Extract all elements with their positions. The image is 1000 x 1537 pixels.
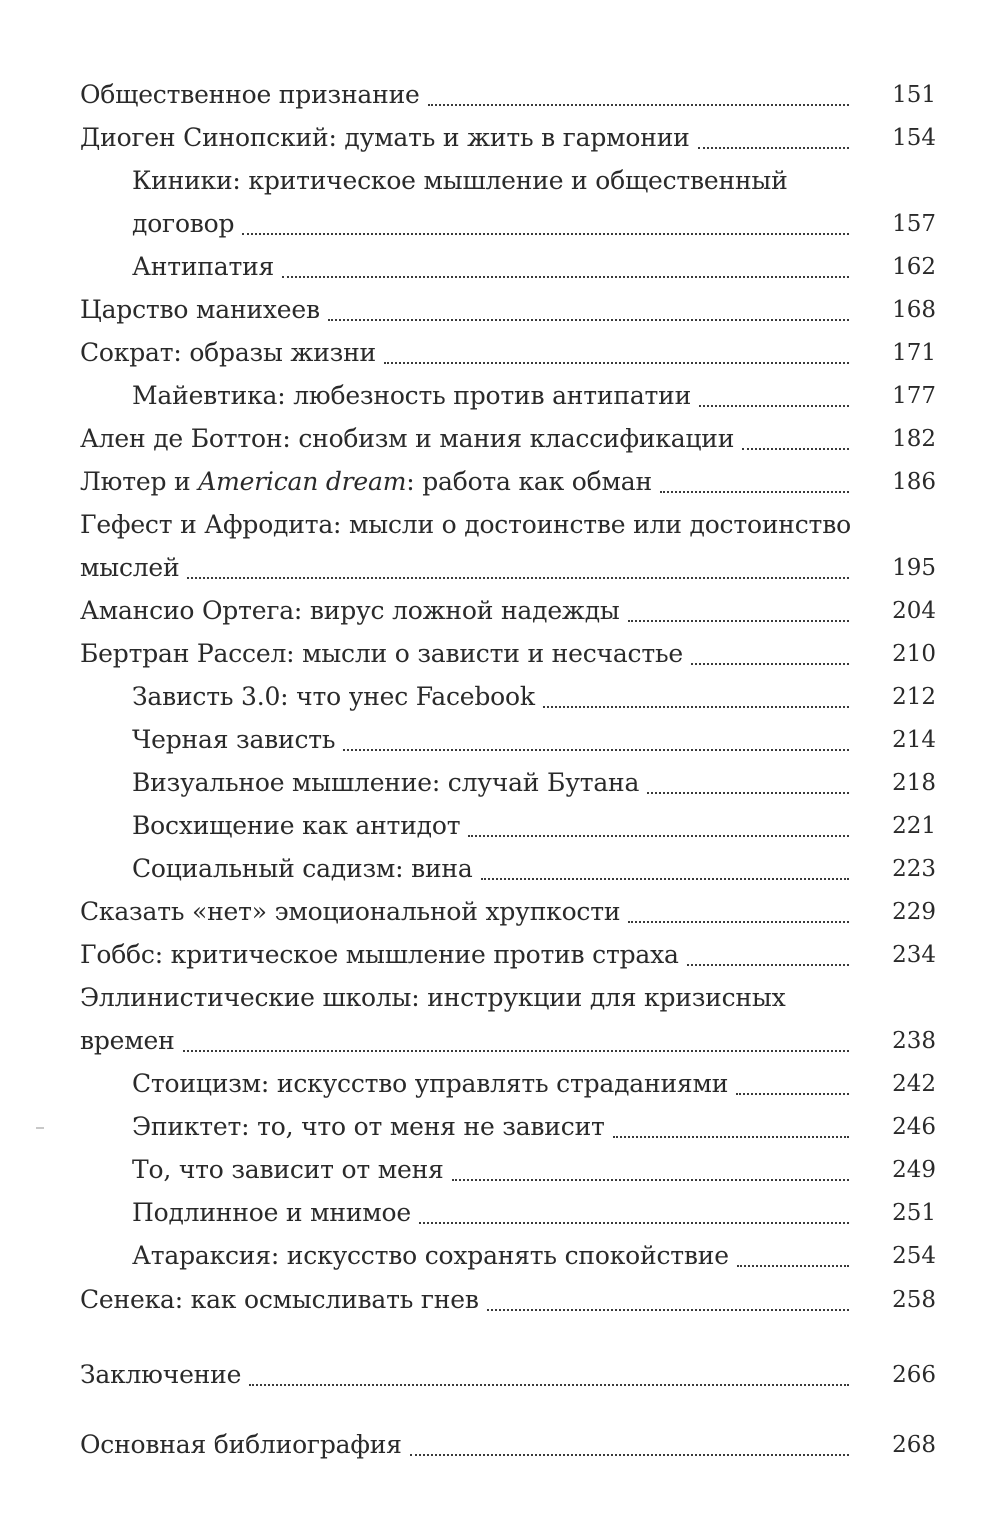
dot-leader: [468, 834, 849, 837]
toc-entry-title: Амансио Ортега: вирус ложной надежды: [80, 596, 620, 625]
toc-entry: [0, 1355, 1000, 1395]
toc-entry: [0, 849, 1000, 889]
toc-entry: [0, 290, 1000, 330]
toc-entry-page: 254: [892, 1243, 936, 1269]
toc-entry: [0, 75, 1000, 115]
dot-leader: [487, 1308, 849, 1311]
toc-entry: [0, 892, 1000, 932]
toc-entry: [0, 204, 1000, 244]
toc-entry-title: Подлинное и мнимое: [132, 1198, 411, 1227]
toc-entry-page: 249: [892, 1157, 936, 1183]
dot-leader: [343, 748, 849, 751]
toc-entry-title: Майевтика: любезность против антипатии: [132, 381, 692, 410]
toc-entry-page: 234: [892, 942, 936, 968]
toc-entry-title: Эпиктет: то, что от меня не зависит: [132, 1112, 605, 1141]
dot-leader: [660, 490, 849, 493]
toc-entry: [0, 1236, 1000, 1276]
dot-leader: [687, 963, 849, 966]
dot-leader: [452, 1178, 849, 1181]
toc-entry-page: 258: [892, 1287, 936, 1313]
toc-entry-title: Восхищение как антидот: [132, 811, 461, 840]
toc-entry-page: 212: [892, 684, 936, 710]
dot-leader: [384, 361, 849, 364]
toc-entry-continued-line: [0, 505, 1000, 545]
toc-entry-title: Сократ: образы жизни: [80, 338, 377, 367]
toc-entry-title: времен: [80, 1026, 175, 1055]
toc-entry-page: 182: [892, 426, 936, 452]
dot-leader: [543, 705, 849, 708]
toc-entry: [0, 548, 1000, 588]
toc-entry-page: 195: [892, 555, 936, 581]
toc-entry-title: То, что зависит от меня: [132, 1155, 444, 1184]
dot-leader: [647, 791, 849, 794]
toc-entry-page: 210: [892, 641, 936, 667]
toc-entry: [0, 935, 1000, 975]
toc-entry-continued-line: [0, 978, 1000, 1018]
toc-entry: [0, 677, 1000, 717]
dot-leader: [736, 1092, 849, 1095]
toc-entry-title: Заключение: [80, 1360, 242, 1389]
toc-entry-continued-line: [0, 161, 1000, 201]
toc-entry-title: договор: [132, 209, 235, 238]
toc-entry-title: Бертран Рассел: мысли о зависти и несчастье: [80, 639, 683, 668]
toc-entry-title: Гоббс: критическое мышление против страха: [80, 940, 679, 969]
toc-entry: [0, 376, 1000, 416]
toc-entry: [0, 118, 1000, 158]
toc-entry-title-line1: Киники: критическое мышление и общественный: [132, 166, 788, 195]
dot-leader: [628, 619, 849, 622]
margin-mark: [36, 1127, 44, 1129]
toc-entry-page: 229: [892, 899, 936, 925]
toc-entry-page: 251: [892, 1200, 936, 1226]
toc-entry-title: Стоицизм: искусство управлять страданиями: [132, 1069, 729, 1098]
toc-entry-page: 242: [892, 1071, 936, 1097]
toc-entry-page: 214: [892, 727, 936, 753]
toc-entry: [0, 720, 1000, 760]
toc-entry: [0, 1425, 1000, 1465]
dot-leader: [419, 1221, 849, 1224]
toc-entry-page: 221: [892, 813, 936, 839]
toc-entry: [0, 1021, 1000, 1061]
toc-entry-title-prefix: Лютер и: [80, 467, 199, 496]
toc-entry-page: 151: [892, 82, 936, 108]
toc-entry-title: Основная библиография: [80, 1430, 402, 1459]
toc-entry-title-suffix: : работа как обман: [406, 467, 652, 496]
dot-leader: [481, 877, 849, 880]
toc-entry-page: 177: [892, 383, 936, 409]
toc-entry-title: Царство манихеев: [80, 295, 320, 324]
toc-entry-title: мыслей: [80, 553, 180, 582]
dot-leader: [698, 146, 849, 149]
toc-entry: [0, 1064, 1000, 1104]
toc-entry-title: [80, 462, 652, 502]
toc-entry-title: Черная зависть: [132, 725, 336, 754]
toc-entry: [0, 1193, 1000, 1233]
toc-entry: [0, 1107, 1000, 1147]
toc-entry: [0, 333, 1000, 373]
toc-entry-title: Ален де Боттон: снобизм и мания классификации: [80, 424, 735, 453]
toc-entry-page: 268: [892, 1432, 936, 1458]
dot-leader: [282, 275, 849, 278]
toc-entry-title: Общественное признание: [80, 80, 420, 109]
dot-leader: [737, 1264, 849, 1267]
dot-leader: [699, 404, 849, 407]
toc-entry: [0, 419, 1000, 459]
toc-entry-title: Сказать «нет» эмоциональной хрупкости: [80, 897, 621, 926]
toc-entry-title: Социальный садизм: вина: [132, 854, 473, 883]
toc-entry: [0, 591, 1000, 631]
toc-entry-page: 186: [892, 469, 936, 495]
toc-entry: [0, 1150, 1000, 1190]
dot-leader: [410, 1453, 849, 1456]
toc-entry: [0, 247, 1000, 287]
dot-leader: [187, 576, 849, 579]
toc-entry-page: 154: [892, 125, 936, 151]
toc-entry-page: 168: [892, 297, 936, 323]
toc-entry-page: 218: [892, 770, 936, 796]
dot-leader: [428, 103, 849, 106]
toc-entry-title: Зависть 3.0: что унес Facebook: [132, 682, 535, 711]
toc-entry: [0, 763, 1000, 803]
dot-leader: [249, 1383, 849, 1386]
dot-leader: [628, 920, 849, 923]
toc-entry-page: 171: [892, 340, 936, 366]
toc-entry-title: Сенека: как осмысливать гнев: [80, 1285, 479, 1314]
toc-entry-page: 157: [892, 211, 936, 237]
dot-leader: [691, 662, 849, 665]
toc-entry-title: Атараксия: искусство сохранять спокойствие: [132, 1241, 729, 1270]
toc-entry: [0, 806, 1000, 846]
toc-entry-page: 162: [892, 254, 936, 280]
dot-leader: [742, 447, 849, 450]
toc-entry-page: 266: [892, 1362, 936, 1388]
dot-leader: [183, 1049, 849, 1052]
dot-leader: [328, 318, 849, 321]
toc-entry: [0, 1280, 1000, 1320]
toc-entry-page: 238: [892, 1028, 936, 1054]
toc-entry-page: 246: [892, 1114, 936, 1140]
toc-entry-title-italic: American dream: [198, 467, 407, 496]
toc-entry: [0, 634, 1000, 674]
toc-entry: [0, 462, 1000, 502]
toc-entry-title-line1: Эллинистические школы: инструкции для кризисных: [80, 983, 786, 1012]
toc-entry-title: Диоген Синопский: думать и жить в гармонии: [80, 123, 690, 152]
toc-entry-title: Антипатия: [132, 252, 275, 281]
toc-entry-page: 204: [892, 598, 936, 624]
toc-entry-title-line1: Гефест и Афродита: мысли о достоинстве или достоинство: [80, 510, 851, 539]
toc-entry-page: 223: [892, 856, 936, 882]
dot-leader: [613, 1135, 849, 1138]
dot-leader: [242, 232, 849, 235]
toc-entry-title: Визуальное мышление: случай Бутана: [132, 768, 640, 797]
